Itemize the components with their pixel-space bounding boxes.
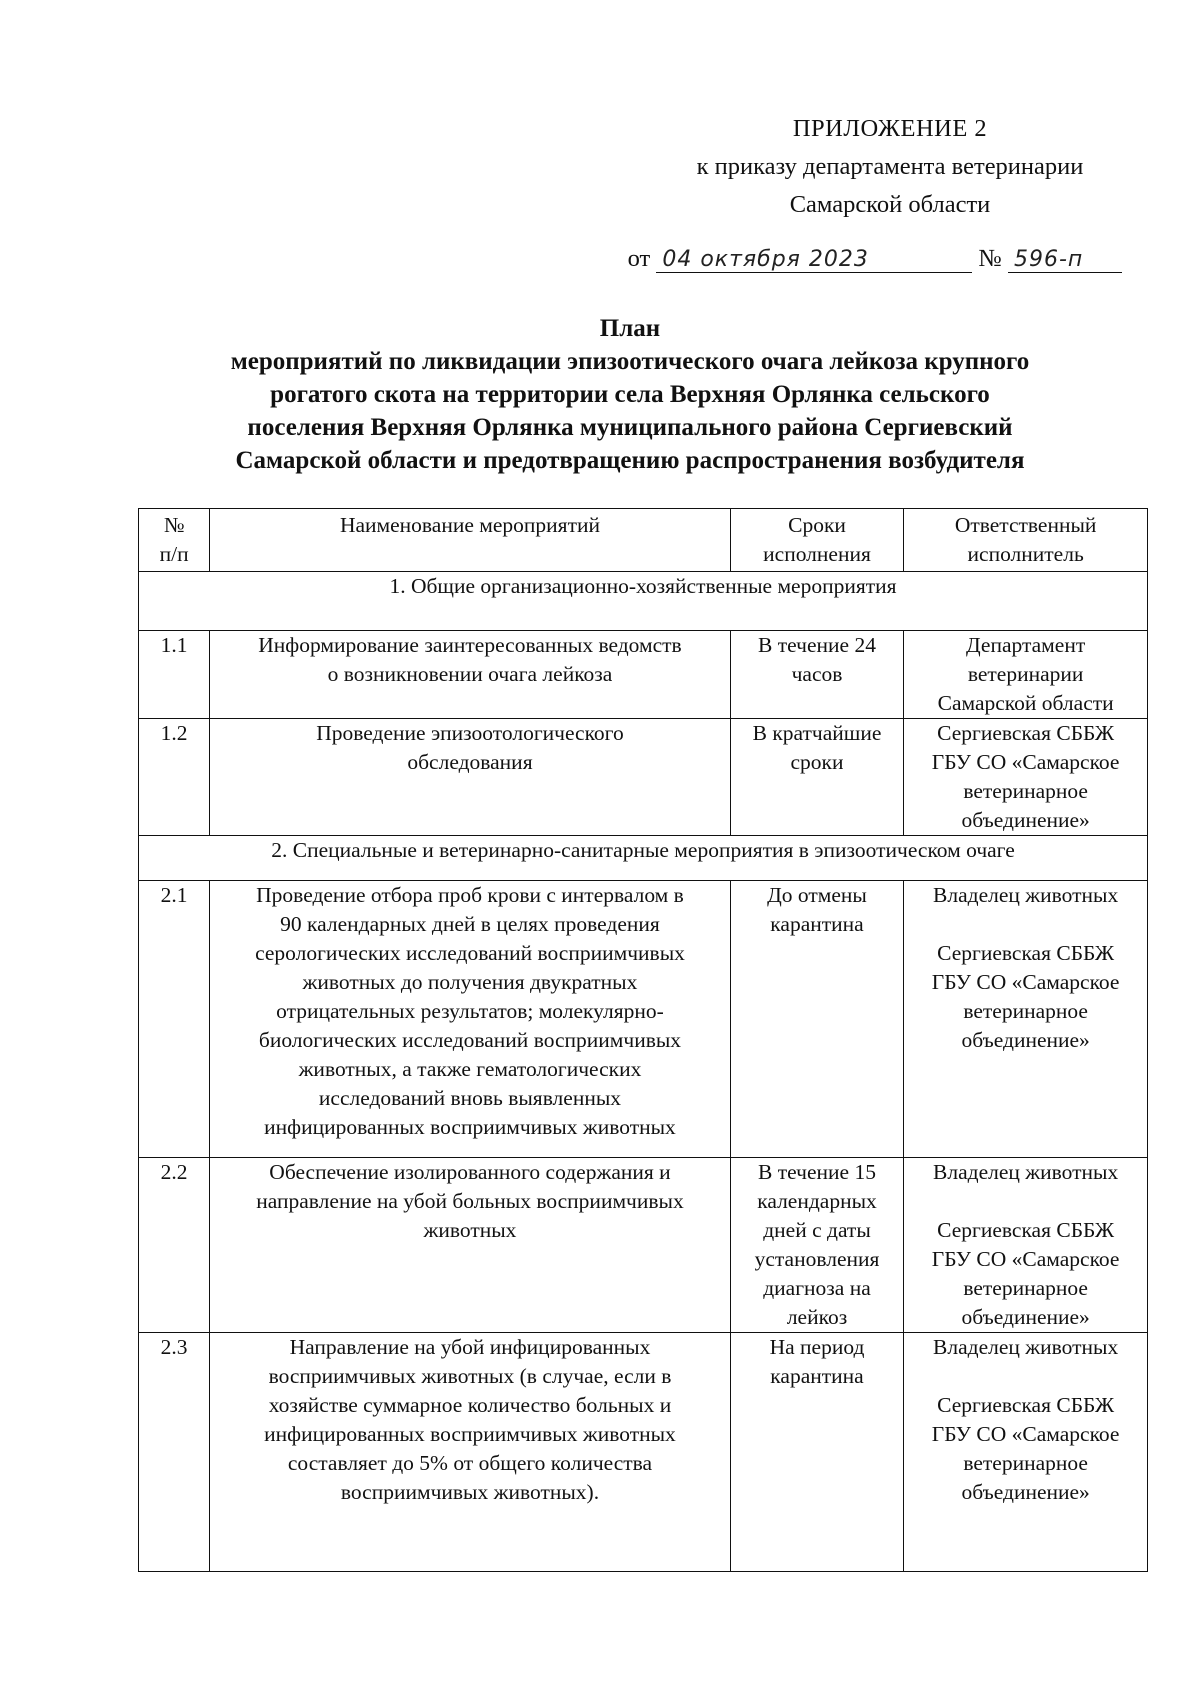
row-terms-line: В течение 24 — [758, 633, 876, 657]
row-responsible — [904, 631, 1148, 719]
row-activity-line: исследований вновь выявленных — [318, 1086, 622, 1110]
table-row — [139, 1333, 1148, 1572]
row-responsible-line: ветеринарное — [963, 1451, 1088, 1475]
section-1-title: 1. Общие организационно-хозяйственные мероприятия — [139, 572, 1148, 631]
row-terms — [730, 881, 904, 1158]
row-responsible-line: объединение» — [961, 1028, 1090, 1052]
row-responsible-line: ветеринарное — [963, 779, 1088, 803]
row-responsible-line: Владелец животных — [933, 1335, 1119, 1359]
row-terms-line: лейкоз — [786, 1305, 848, 1329]
row-activity — [210, 631, 731, 719]
row-responsible-line: объединение» — [961, 1480, 1090, 1504]
row-responsible-line: объединение» — [961, 1305, 1090, 1329]
row-terms — [730, 631, 904, 719]
row-responsible — [904, 1158, 1148, 1333]
row-responsible-line: Сергиевская СББЖ — [937, 941, 1115, 965]
row-terms-line: До отмены — [767, 883, 867, 907]
row-activity-line: хозяйстве суммарное количество больных и — [268, 1393, 672, 1417]
section-row — [139, 572, 1148, 631]
row-terms-line: В течение 15 — [758, 1160, 876, 1184]
row-activity — [210, 719, 731, 836]
row-activity-line: серологических исследований восприимчивых — [255, 941, 685, 965]
header-responsible-line: Ответственный — [954, 513, 1097, 537]
row-activity-line: отрицательных результатов; молекулярно- — [276, 999, 664, 1023]
row-activity — [210, 1333, 731, 1572]
row-responsible-line: ветеринарии — [967, 662, 1084, 686]
row-responsible-line: Владелец животных — [933, 1160, 1119, 1184]
row-responsible-line: ГБУ СО «Самарское — [931, 1422, 1120, 1446]
document-title — [150, 312, 1110, 477]
header-terms-line: исполнения — [763, 542, 871, 566]
row-responsible-line — [912, 1362, 1139, 1391]
title-line-3: рогатого скота на территории села Верхняя Орлянка сельского — [270, 381, 990, 408]
row-activity-line: составляет до 5% от общего количества — [287, 1451, 653, 1475]
header-terms-line: Сроки — [788, 513, 846, 537]
row-activity-line: Направление на убой инфицированных — [289, 1335, 651, 1359]
appendix-header — [660, 110, 1120, 224]
row-terms — [730, 719, 904, 836]
row-terms-line: На период — [769, 1335, 865, 1359]
row-terms-line: В кратчайшие — [752, 721, 882, 745]
title-line-5: Самарской области и предотвращению распространения возбудителя — [235, 447, 1025, 474]
row-terms-line: сроки — [790, 750, 844, 774]
table-row — [139, 719, 1148, 836]
row-activity-line: инфицированных восприимчивых животных — [264, 1115, 676, 1139]
row-responsible-line: ГБУ СО «Самарское — [931, 970, 1120, 994]
row-terms-line: установления — [754, 1247, 880, 1271]
order-date-handwritten: 04 октября 2023 — [656, 247, 972, 273]
section-row — [139, 836, 1148, 881]
row-activity-line: животных до получения двукратных — [302, 970, 638, 994]
row-responsible-line: ГБУ СО «Самарское — [931, 750, 1120, 774]
table-header-row — [139, 509, 1148, 572]
row-activity-line: Проведение отбора проб крови с интервалом в — [256, 883, 684, 907]
row-number: 2.2 — [139, 1158, 210, 1333]
row-activity-line: восприимчивых животных). — [340, 1480, 600, 1504]
appendix-line-2: Самарской области — [789, 191, 991, 218]
appendix-title: ПРИЛОЖЕНИЕ 2 — [792, 115, 988, 142]
row-responsible-line: Сергиевская СББЖ — [937, 1393, 1115, 1417]
row-activity-line: биологических исследований восприимчивых — [258, 1028, 682, 1052]
row-terms-line: часов — [791, 662, 843, 686]
appendix-line-1: к приказу департамента ветеринарии — [696, 153, 1084, 180]
row-responsible-line: ветеринарное — [963, 1276, 1088, 1300]
row-activity — [210, 1158, 731, 1333]
header-number-line: № — [163, 513, 185, 537]
row-responsible-line: объединение» — [961, 808, 1090, 832]
row-responsible-line: Сергиевская СББЖ — [937, 721, 1115, 745]
row-activity-line: восприимчивых животных (в случае, если в — [268, 1364, 672, 1388]
row-activity-line: обследования — [407, 750, 533, 774]
row-terms-line: диагноза на — [763, 1276, 871, 1300]
title-line-2: мероприятий по ликвидации эпизоотического очага лейкоза крупного — [230, 348, 1030, 375]
row-responsible-line: Владелец животных — [933, 883, 1119, 907]
order-number-label: № — [978, 245, 1002, 272]
table-row — [139, 881, 1148, 1158]
section-2-title: 2. Специальные и ветеринарно-санитарные мероприятия в эпизоотическом очаге — [139, 836, 1148, 881]
row-activity-line: о возникновении очага лейкоза — [327, 662, 613, 686]
order-date-number — [628, 245, 1122, 273]
row-responsible-line: Самарской области — [937, 691, 1114, 715]
row-number: 1.2 — [139, 719, 210, 836]
row-number: 1.1 — [139, 631, 210, 719]
header-number — [139, 509, 210, 572]
row-activity-line: животных — [423, 1218, 517, 1242]
row-terms — [730, 1333, 904, 1572]
row-responsible — [904, 881, 1148, 1158]
table-row — [139, 631, 1148, 719]
row-activity-line: направление на убой больных восприимчивых — [256, 1189, 684, 1213]
row-activity-line: Обеспечение изолированного содержания и — [269, 1160, 671, 1184]
header-responsible-line: исполнитель — [967, 542, 1084, 566]
header-responsible — [904, 509, 1148, 572]
row-activity-line: инфицированных восприимчивых животных — [264, 1422, 676, 1446]
row-responsible-line: ГБУ СО «Самарское — [931, 1247, 1120, 1271]
row-number: 2.3 — [139, 1333, 210, 1572]
row-number: 2.1 — [139, 881, 210, 1158]
row-terms-line: календарных — [757, 1189, 877, 1213]
row-activity-line: Проведение эпизоотологического — [316, 721, 624, 745]
row-terms-line: дней с даты — [763, 1218, 871, 1242]
row-responsible — [904, 719, 1148, 836]
header-terms — [730, 509, 904, 572]
title-line-1: План — [599, 315, 661, 342]
row-terms-line: карантина — [770, 912, 864, 936]
row-responsible-line — [912, 910, 1139, 939]
row-terms — [730, 1158, 904, 1333]
row-activity-line: 90 календарных дней в целях проведения — [280, 912, 660, 936]
row-activity — [210, 881, 731, 1158]
order-number-handwritten: 596-п — [1008, 247, 1122, 273]
row-activity-line: Информирование заинтересованных ведомств — [258, 633, 682, 657]
plan-table — [138, 508, 1148, 1572]
title-line-4: поселения Верхняя Орлянка муниципального района Сергиевский — [247, 414, 1013, 441]
header-name: Наименование мероприятий — [210, 509, 731, 572]
order-from-label: от — [627, 245, 651, 272]
table-row — [139, 1158, 1148, 1333]
row-responsible — [904, 1333, 1148, 1572]
row-terms-line: карантина — [770, 1364, 864, 1388]
row-responsible-line: ветеринарное — [963, 999, 1088, 1023]
row-responsible-line: Сергиевская СББЖ — [937, 1218, 1115, 1242]
row-activity-line: животных, а также гематологических — [298, 1057, 642, 1081]
header-number-line: п/п — [159, 542, 189, 566]
row-responsible-line: Департамент — [966, 633, 1086, 657]
row-responsible-line — [912, 1187, 1139, 1216]
